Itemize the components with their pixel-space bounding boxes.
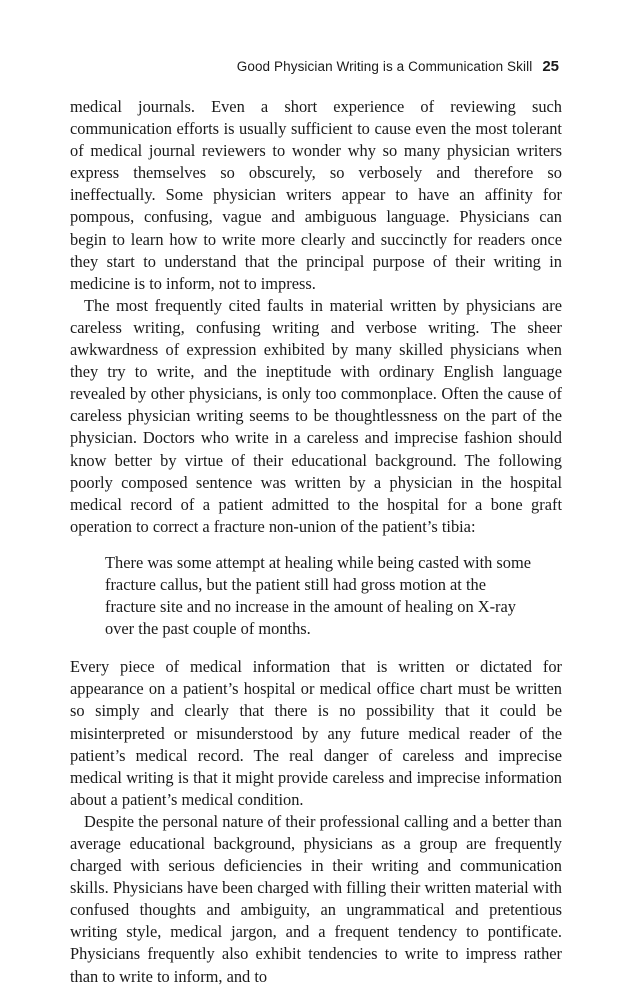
block-quote-example: There was some attempt at healing while being casted with some fracture callus, but the patient still had gross motion at the fracture site and no increase in the amount of healing on X-ray over the past couple of months. bbox=[105, 552, 532, 639]
running-header bbox=[237, 58, 559, 75]
running-header-title: Good Physician Writing is a Communication Skill bbox=[236, 59, 533, 74]
paragraph-deficiencies: Despite the personal nature of their professional calling and a better than average educational background, physicians as a group are frequently charged with serious deficiencies in their writing and communication skills. Physicians have been charged with filling their written material with confused thoughts and ambiguity, an ungrammatical and pretentious writing style, medical jargon, and a frequent tendency to pontificate. Physicians frequently also exhibit tendencies to write to impress rather than to write to inform, and to bbox=[70, 811, 562, 986]
page-body bbox=[70, 96, 562, 988]
paragraph-medical-information: Every piece of medical information that is written or dictated for appearance on a patient’s hospital or medical office chart must be written so simply and clearly that there is no possibility that it could be misinterpreted or misunderstood by any future medical reader of the patient’s medical record. The real danger of careless and imprecise medical writing is that it might provide careless and imprecise information about a patient’s medical condition. bbox=[70, 657, 562, 809]
paragraph-continued: medical journals. Even a short experience of reviewing such communication efforts is usually sufficient to cause even the most tolerant of medical journal reviewers to wonder why so many physician writers express themselves so obscurely, so verbosely and therefore so ineffectually. Some physician writers appear to have an affinity for pompous, confusing, vague and ambiguous language. Physicians can begin to learn how to write more clearly and succinctly for readers once they start to understand that the principal purpose of their writing in medicine is to inform, not to impress. bbox=[70, 97, 562, 293]
page-number: 25 bbox=[542, 58, 559, 75]
paragraph-faults: The most frequently cited faults in material written by physicians are careless writing, confusing writing and verbose writing. The sheer awkwardness of expression exhibited by many skilled physicians when they try to write, and the ineptitude with ordinary English language revealed by other physicians, is only too commonplace. Often the cause of careless physician writing seems to be thoughtlessness on the part of the physician. Doctors who write in a careless and imprecise fashion should know better by virtue of their educational background. The following poorly composed sentence was written by a physician in the hospital medical record of a patient admitted to the hospital for a bone graft operation to correct a fracture non-union of the patient’s tibia: bbox=[70, 295, 562, 536]
